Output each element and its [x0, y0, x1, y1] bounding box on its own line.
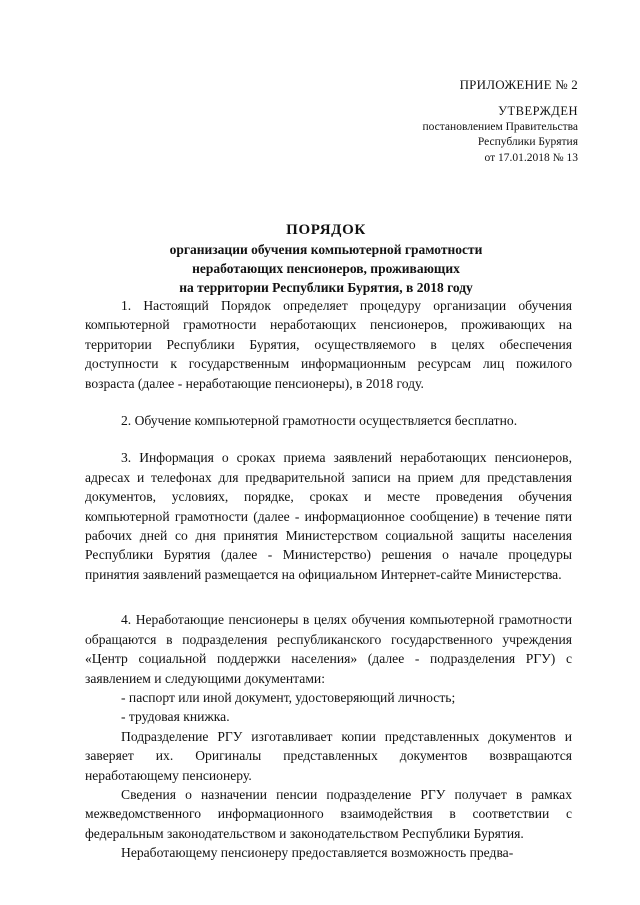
- title-sub-line: неработающих пенсионеров, проживающих: [192, 261, 460, 276]
- title-main: ПОРЯДОК: [286, 222, 366, 238]
- approval-block: [422, 104, 578, 166]
- paragraph: 3. Информация о сроках приема заявлений неработающих пенсионеров, адресах и телефонах для предварительной записи на прием для представления документов, условиях, порядке, сроках и месте проведения обучения компьютерной грамотности (далее - информационное сообщение) в течение пяти рабочих дней со дня принятия Министерством социальной защиты населения Республики Бурятия (далее - Министерство) решения о начале процедуры принятия заявлений размещается на официальном Интернет-сайте Министерства.: [85, 450, 572, 582]
- list-item: - паспорт или иной документ, удостоверяющий личность;: [121, 689, 456, 705]
- paragraph: Сведения о назначении пенсии подразделение РГУ получает в рамках межведомственного информационного взаимодействия в соответствии с федеральным законодательством и законодательством Республики Бурятия.: [85, 786, 572, 841]
- list-item: - трудовая книжка.: [121, 709, 230, 725]
- title-sub-line: на территории Республики Бурятия, в 2018 году: [179, 280, 473, 295]
- approved-line: постановлением Правительства: [422, 120, 578, 133]
- document-title: [80, 220, 572, 297]
- approved-line: Республики Бурятия: [477, 136, 578, 148]
- paragraph: Неработающему пенсионеру предоставляется возможность предва-: [121, 845, 514, 861]
- document-body: [85, 296, 572, 863]
- approved-line: от 17.01.2018 № 13: [484, 151, 578, 164]
- appendix-label: ПРИЛОЖЕНИЕ № 2: [459, 77, 578, 92]
- approved-title: УТВЕРЖДЕН: [498, 104, 578, 118]
- paragraph: 4. Неработающие пенсионеры в целях обучения компьютерной грамотности обращаются в подразделения республиканского государственного учреждения «Центр социальной поддержки населения» (далее - подразделения РГУ) с заявлением и следующими документами:: [85, 612, 572, 686]
- paragraph: 1. Настоящий Порядок определяет процедуру организации обучения компьютерной грамотности неработающих пенсионеров, проживающих на территории Республики Бурятия, осуществляемого в целях обеспечения доступности к государственным информационным ресурсам лиц пожилого возраста (далее - неработающие пенсионеры), в 2018 году.: [85, 298, 572, 391]
- paragraph: 2. Обучение компьютерной грамотности осуществляется бесплатно.: [121, 413, 518, 429]
- paragraph: Подразделение РГУ изготавливает копии представленных документов и заверяет их. Оригиналы представленных документов возвращаются неработающему пенсионеру.: [85, 728, 572, 783]
- title-sub-line: организации обучения компьютерной грамотности: [169, 242, 483, 257]
